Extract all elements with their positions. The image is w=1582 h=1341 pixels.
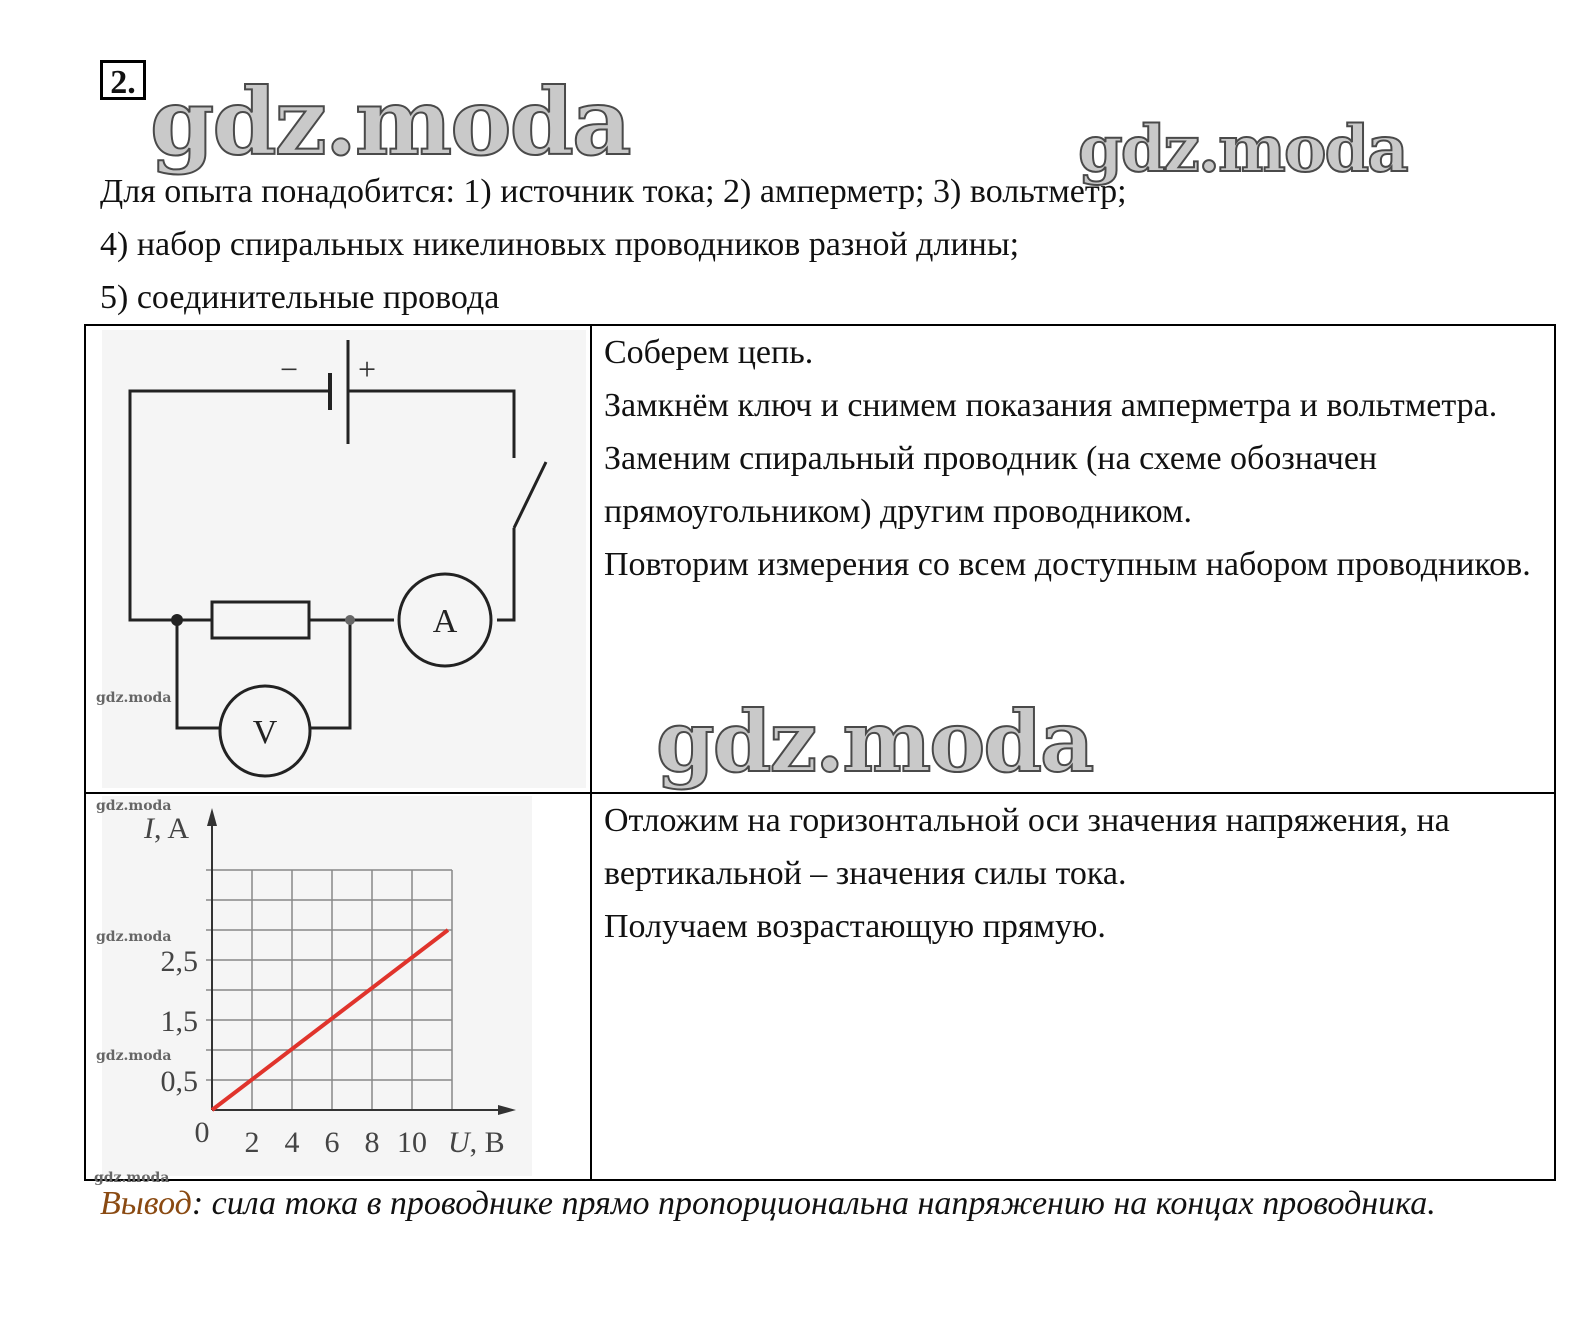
resistor [212,602,309,638]
intro-line-3: 5) соединительные провода [100,279,500,316]
y-axis-arrow [207,808,217,826]
x-tick-label: 8 [364,1126,380,1159]
graph-line-1: Отложим на горизонтальной оси значения напряжения, на вертикальной – значения силы тока. [604,802,1450,892]
watermark-small-1: gdz.moda [96,690,172,706]
experiment-table [84,324,1556,1181]
conclusion-text: : сила тока в проводнике прямо пропорциональна напряжению на концах проводника. [191,1185,1436,1222]
intro-line-1: Для опыта понадобится: 1) источник тока; 2) амперметр; 3) вольтметр; [100,173,1127,210]
table-column-divider [590,326,592,1179]
junction-left [171,614,183,626]
x-axis-arrow [498,1105,516,1115]
watermark-small-4: gdz.moda [96,1048,172,1064]
steps-text [604,326,1544,591]
switch-blade [514,462,546,528]
graph-text [604,794,1544,953]
circuit-figure [102,330,586,788]
origin-label: 0 [194,1116,210,1149]
wire-top-left [130,391,330,620]
x-axis-label: U, B [448,1126,505,1159]
y-axis-label: I, A [144,812,190,845]
x-tick-label: 2 [244,1126,260,1159]
graph-line-2: Получаем возрастающую прямую. [604,908,1106,945]
wire-voltmeter-left [177,620,220,728]
x-tick-label: 4 [284,1126,300,1159]
watermark-2: gdz.moda [1078,112,1407,187]
watermark-small-2: gdz.moda [96,798,172,814]
battery-minus-label: − [280,351,299,387]
x-tick-label: 6 [324,1126,340,1159]
y-tick-label: 2,5 [160,945,198,978]
watermark-3: gdz.moda [656,692,1093,791]
junction-right [345,615,355,625]
intro-text [100,165,1350,324]
wire-right [497,528,514,620]
intro-line-2: 4) набор спиральных никелиновых проводников разной длины; [100,226,1020,263]
steps-line-3: Заменим спиральный проводник (на схеме обозначен прямоугольником) другим проводником. [604,440,1378,530]
x-tick-label: 10 [397,1126,427,1159]
steps-line-1: Соберем цепь. [604,334,814,371]
watermark-small-3: gdz.moda [96,929,172,945]
conclusion-label: Вывод [100,1185,192,1222]
y-tick-label: 1,5 [160,1005,198,1038]
y-tick-label: 0,5 [160,1065,198,1098]
watermark-small-5: gdz.moda [94,1170,170,1186]
task-number: 2. [100,60,146,100]
current-voltage-chart [102,796,532,1176]
voltmeter-label: V [252,714,278,751]
steps-line-2: Замкнём ключ и снимем показания амперметра и вольтметра. [604,387,1498,424]
ammeter-label: A [432,603,458,640]
conclusion [100,1177,1500,1230]
battery-plus-label: + [358,351,377,387]
wire-top-right [348,391,514,458]
watermark-1: gdz.moda [150,68,630,176]
wire-voltmeter-right [310,620,350,728]
steps-line-4: Повторим измерения со всем доступным набором проводников. [604,546,1531,583]
circuit-diagram [102,330,586,788]
graph-figure [102,796,532,1176]
